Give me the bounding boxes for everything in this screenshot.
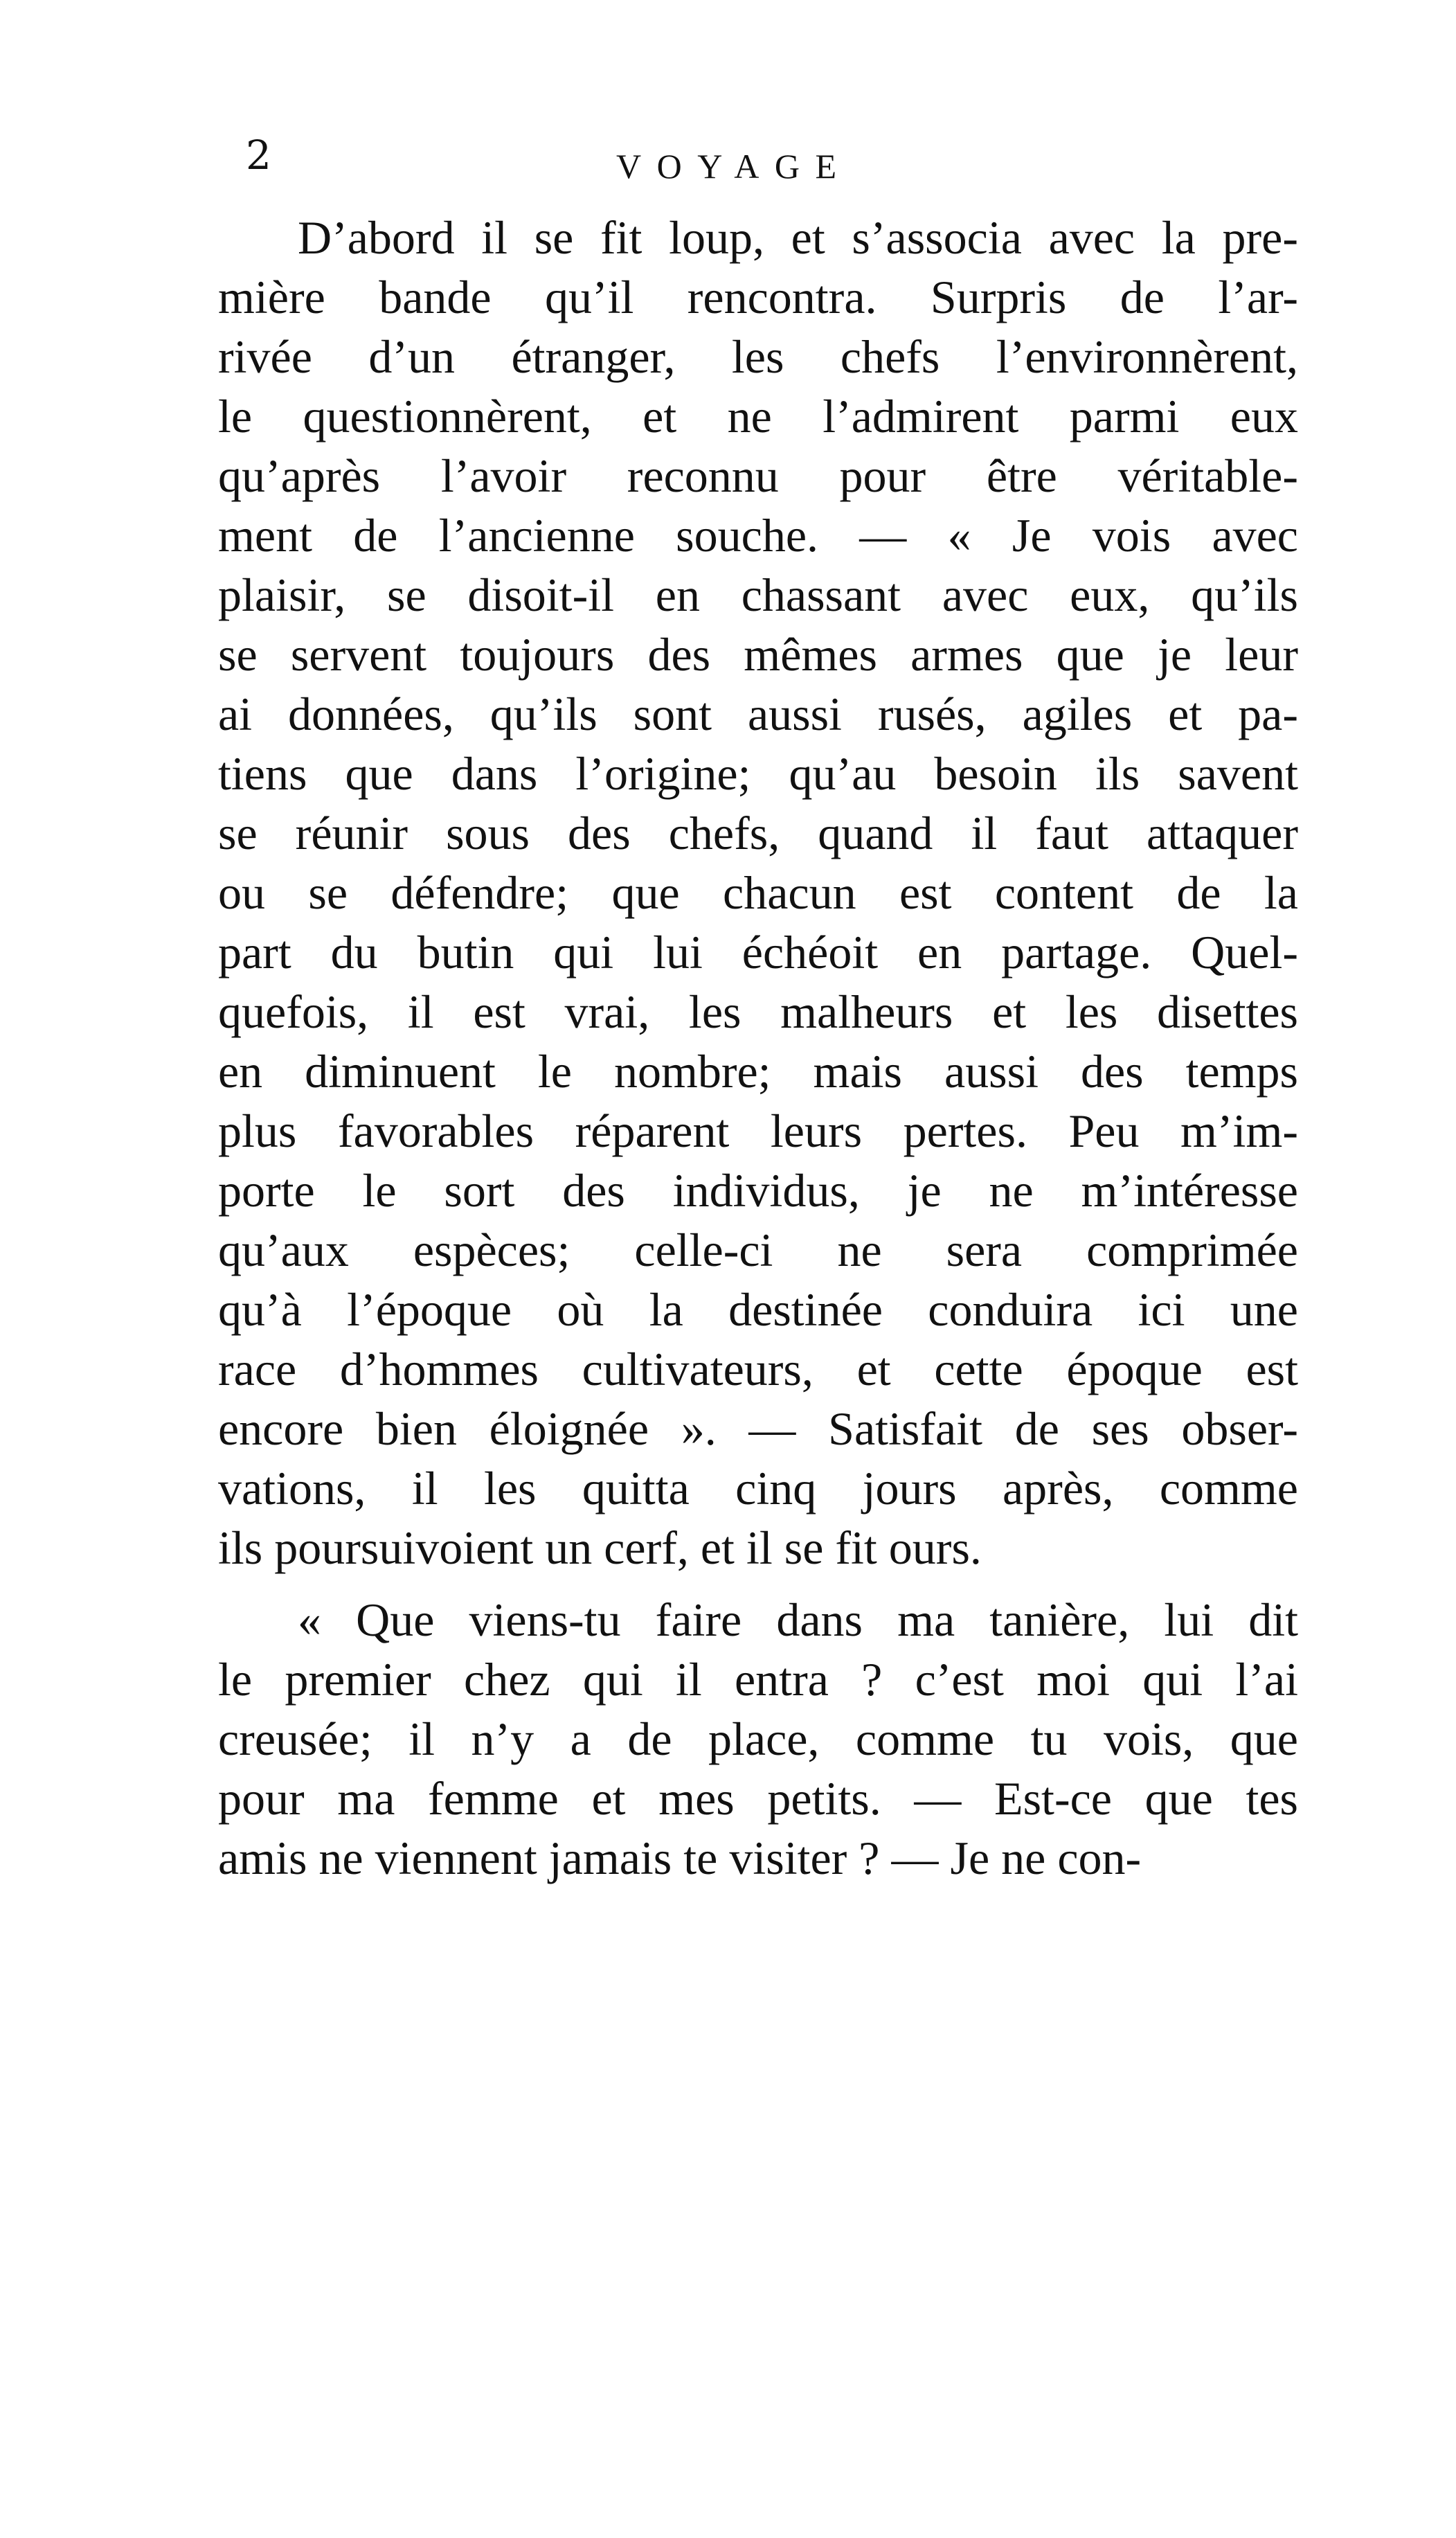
text-line: qu’après l’avoir reconnu pour être véritable- <box>218 449 1298 502</box>
text-line: race d’hommes cultivateurs, et cette époque est <box>218 1343 1298 1395</box>
text-line: ment de l’ancienne souche. — « Je vois avec <box>218 509 1298 562</box>
text-line: pour ma femme et mes petits. — Est-ce que tes <box>218 1772 1298 1825</box>
text-line: ou se défendre; que chacun est content de la <box>218 866 1298 919</box>
paragraph-gap <box>218 1578 1298 1590</box>
text-line: rivée d’un étranger, les chefs l’environnèrent, <box>218 330 1298 383</box>
paragraph-2 <box>218 1590 1298 1888</box>
text-line: qu’aux espèces; celle-ci ne sera comprimée <box>218 1224 1298 1276</box>
page-number: 2 <box>246 132 271 179</box>
text-line: se réunir sous des chefs, quand il faut attaquer <box>218 807 1298 859</box>
text-line: se servent toujours des mêmes armes que je leur <box>218 628 1298 681</box>
text-line: « Que viens-tu faire dans ma tanière, lui dit <box>298 1593 1298 1646</box>
text-line: qu’à l’époque où la destinée conduira ici une <box>218 1283 1298 1336</box>
text-line: ils poursuivoient un cerf, et il se fit ours. <box>218 1521 982 1574</box>
text-line: encore bien éloignée ». — Satisfait de ses obser- <box>218 1402 1298 1455</box>
text-line: ai données, qu’ils sont aussi rusés, agiles et pa- <box>218 688 1298 740</box>
text-line: mière bande qu’il rencontra. Surpris de l’ar- <box>218 271 1298 323</box>
text-line: le questionnèrent, et ne l’admirent parmi eux <box>218 390 1298 443</box>
text-line: plaisir, se disoit-il en chassant avec eux, qu’ils <box>218 569 1298 621</box>
text-line: porte le sort des individus, je ne m’intéresse <box>218 1164 1298 1217</box>
text-line: D’abord il se fit loup, et s’associa avec la pre- <box>298 211 1298 264</box>
text-line: plus favorables réparent leurs pertes. Peu m’im- <box>218 1105 1298 1157</box>
paragraph-1 <box>218 208 1298 1578</box>
text-line: en diminuent le nombre; mais aussi des temps <box>218 1045 1298 1098</box>
text-line: part du butin qui lui échéoit en partage. Quel- <box>218 926 1298 978</box>
text-line: quefois, il est vrai, les malheurs et les disettes <box>218 985 1298 1038</box>
text-line: creusée; il n’y a de place, comme tu vois, que <box>218 1713 1298 1765</box>
text-line: le premier chez qui il entra ? c’est moi qui l’ai <box>218 1653 1298 1706</box>
running-title: VOYAGE <box>616 147 852 186</box>
text-line: tiens que dans l’origine; qu’au besoin ils savent <box>218 747 1298 800</box>
body-text <box>218 208 1298 1888</box>
text-line: amis ne viennent jamais te visiter ? — Je ne con- <box>218 1832 1142 1884</box>
text-line: vations, il les quitta cinq jours après, comme <box>218 1462 1298 1514</box>
